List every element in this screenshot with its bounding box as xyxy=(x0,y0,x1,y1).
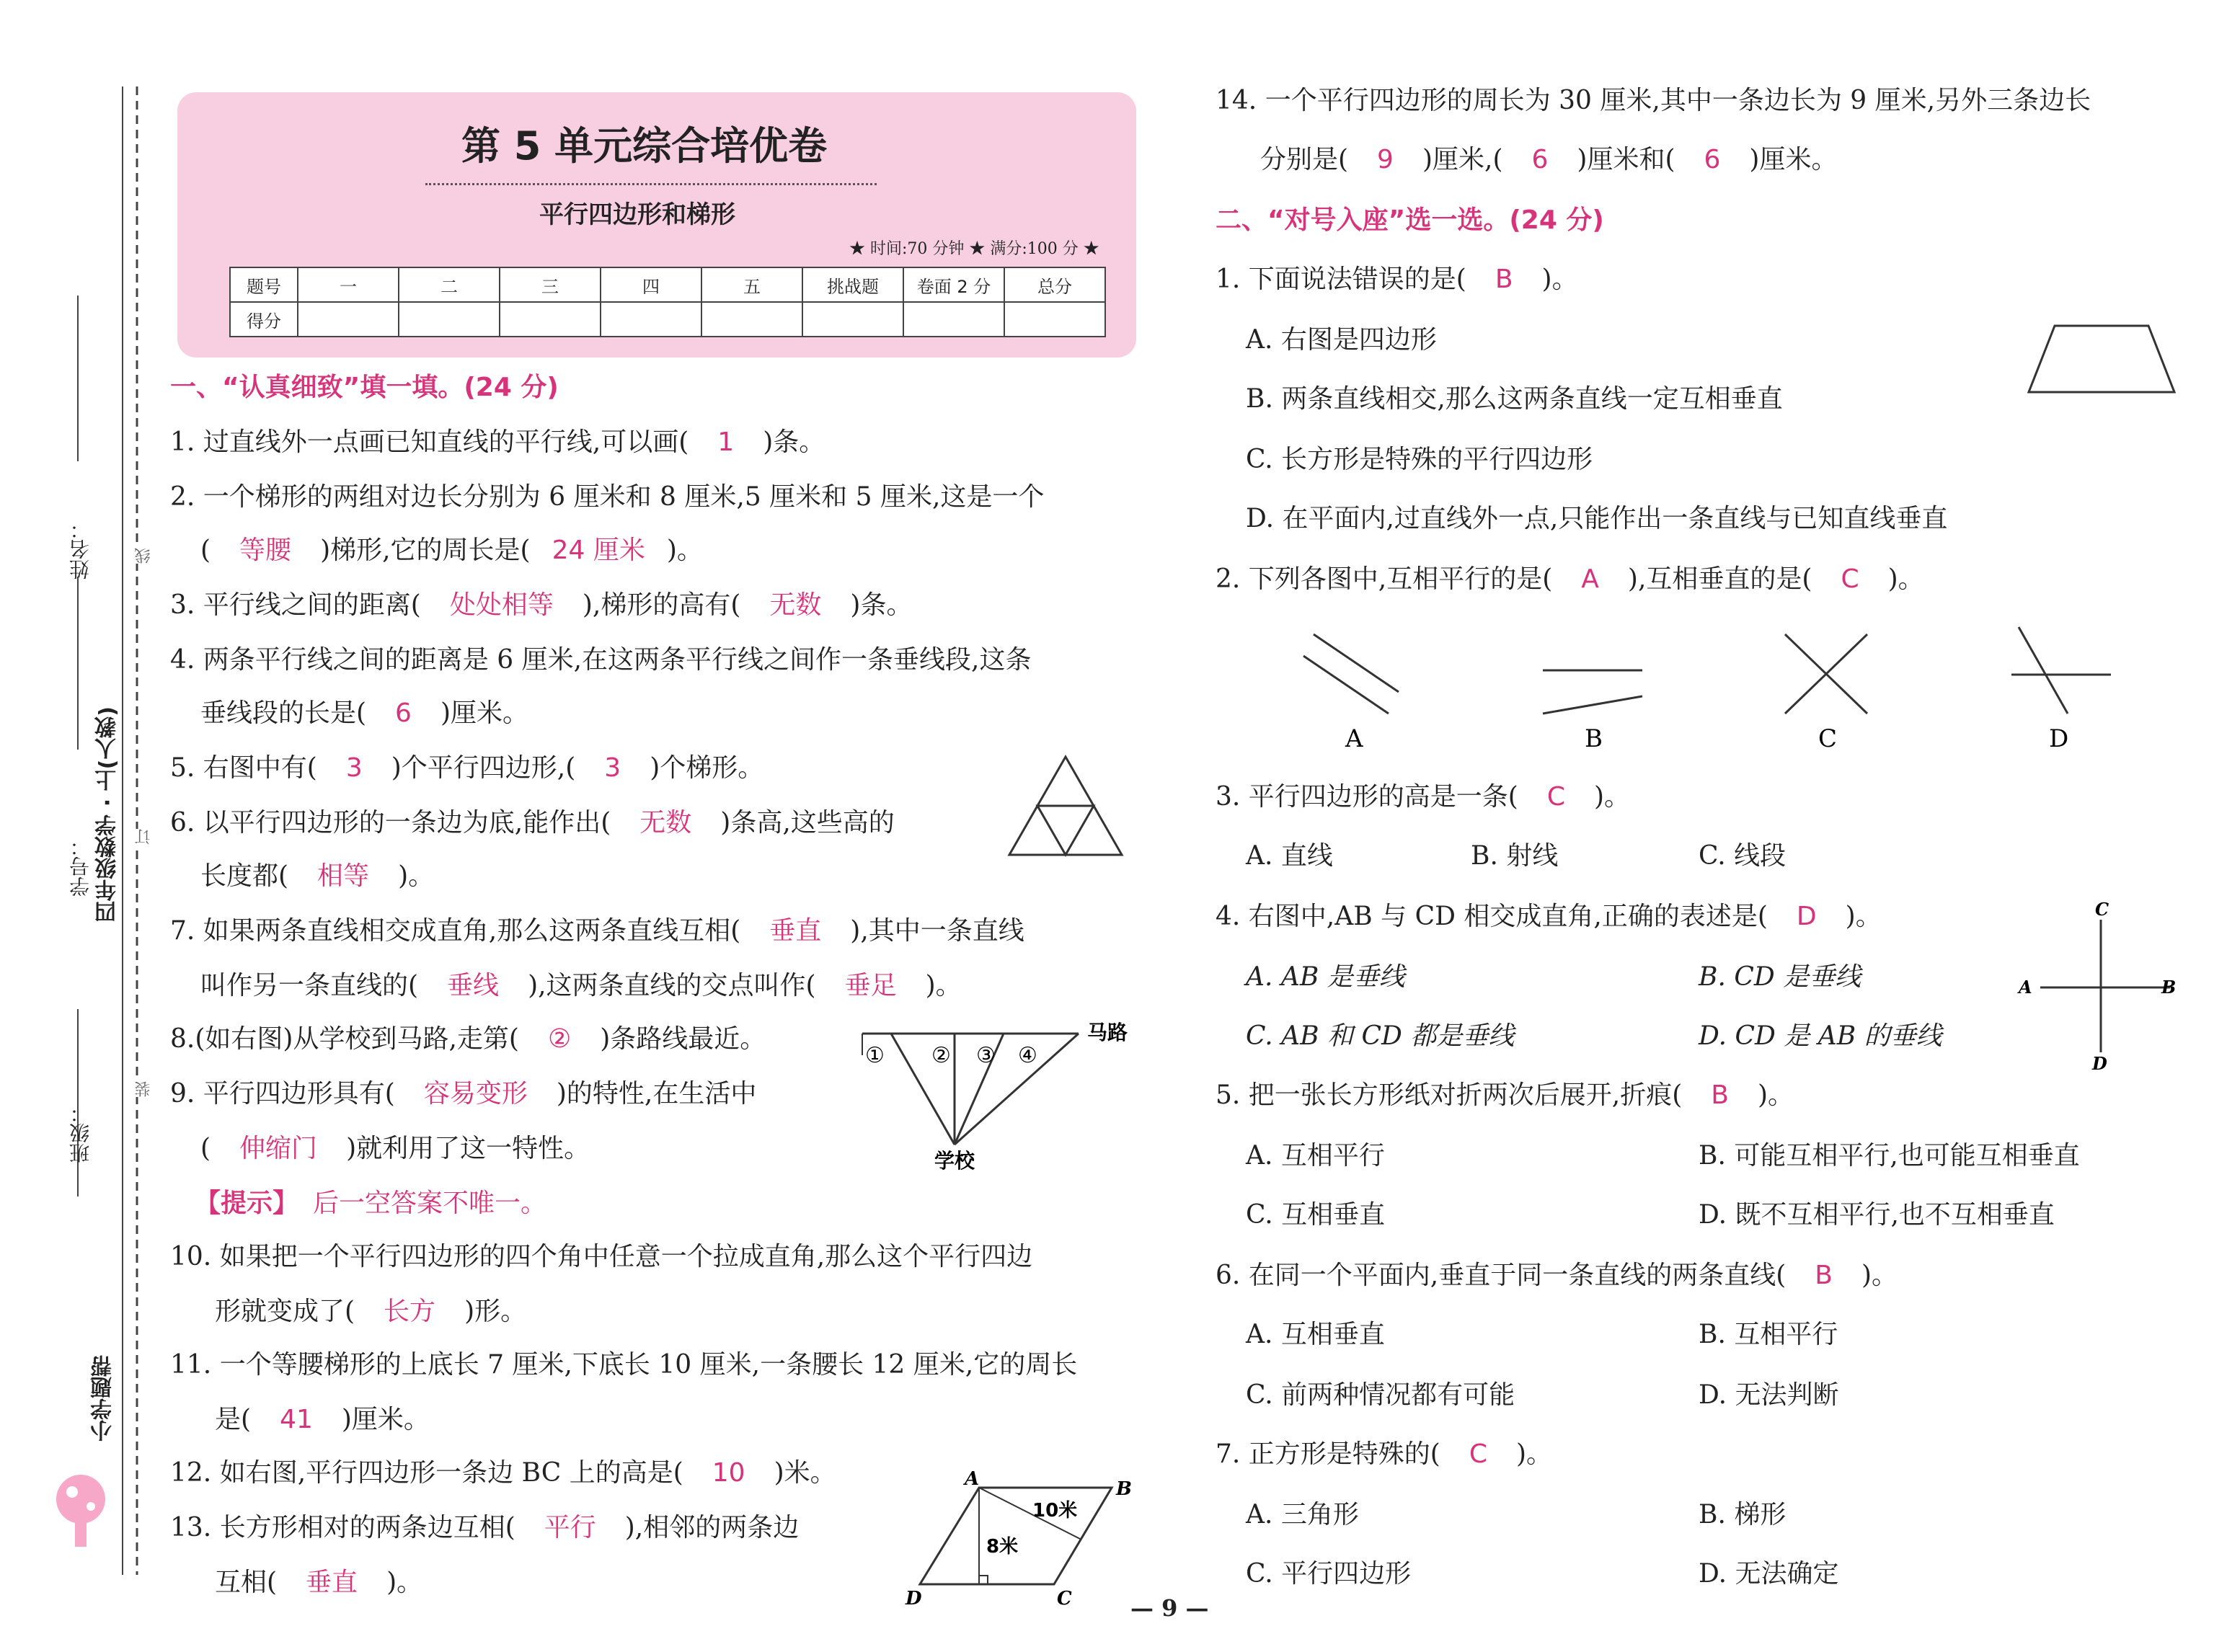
score-cell[interactable] xyxy=(500,302,601,337)
route-1-label: ① xyxy=(865,1043,885,1068)
question-8: 8.(如右图)从学校到马路,走第( ② )条路线最近。 xyxy=(170,1024,766,1054)
choice-7-option-a: A. 三角形 xyxy=(1246,1500,1359,1529)
score-header-cell: 卷面 2 分 xyxy=(903,267,1004,302)
question-9-line-2: ( 伸缩门 )就利用了这一特性。 xyxy=(200,1134,590,1163)
score-header-cell: 题号 xyxy=(230,267,298,302)
choice-4-option-c: C. AB 和 CD 都是垂线 xyxy=(1246,1021,1515,1051)
pair-d-label: D xyxy=(2049,724,2069,753)
choice-5-option-b: B. 可能互相平行,也可能互相垂直 xyxy=(1699,1141,2080,1171)
vertex-a-label: A xyxy=(965,1468,980,1490)
question-1: 1. 过直线外一点画已知直线的平行线,可以画( 1 )条。 xyxy=(170,427,825,457)
question-11-line-1: 11. 一个等腰梯形的上底长 7 厘米,下底长 10 厘米,一条腰长 12 厘米,它的周长 xyxy=(170,1350,1078,1380)
score-header-cell: 二 xyxy=(399,267,500,302)
road-school-figure xyxy=(862,1021,1165,1173)
choice-5-option-d: D. 既不互相平行,也不互相垂直 xyxy=(1699,1200,2055,1230)
score-cell[interactable] xyxy=(298,302,399,337)
choice-3-option-a: A. 直线 xyxy=(1246,841,1333,871)
score-cell[interactable] xyxy=(903,302,1004,337)
vertex-b-label: B xyxy=(1116,1478,1132,1500)
point-c-label: C xyxy=(2095,899,2109,920)
route-3-label: ③ xyxy=(976,1043,996,1068)
choice-7: 7. 正方形是特殊的( C )。 xyxy=(1216,1439,1553,1469)
question-14-line-2: 分别是( 9 )厘米,( 6 )厘米和( 6 )厘米。 xyxy=(1260,145,1838,174)
perpendicular-figure xyxy=(2011,901,2177,1074)
question-6-line-1: 6. 以平行四边形的一条边为底,能作出( 无数 )条高,这些高的 xyxy=(170,808,895,838)
school-label: 学校 xyxy=(934,1149,975,1173)
pair-a-label: A xyxy=(1345,724,1363,753)
pair-b-label: B xyxy=(1585,724,1603,753)
question-11-line-2: 是( 41 )厘米。 xyxy=(215,1405,430,1434)
question-6-line-2: 长度都( 相等 )。 xyxy=(200,861,435,891)
score-cell[interactable] xyxy=(399,302,500,337)
choice-4-option-d: D. CD 是 AB 的垂线 xyxy=(1699,1021,1942,1051)
score-table xyxy=(229,267,1106,337)
choice-1: 1. 下面说法错误的是( B )。 xyxy=(1216,265,1578,294)
question-4-line-1: 4. 两条平行线之间的距离是 6 厘米,在这两条平行线之间作一条垂线段,这条 xyxy=(170,645,1032,675)
route-2-label: ② xyxy=(931,1043,951,1068)
score-cell[interactable] xyxy=(701,302,802,337)
height-8m-label: 8米 xyxy=(986,1536,1019,1558)
choice-6-option-b: B. 互相平行 xyxy=(1699,1320,1838,1349)
vertex-c-label: C xyxy=(1057,1588,1072,1609)
parallelogram-figure xyxy=(906,1468,1141,1609)
question-7-line-2: 叫作另一条直线的( 垂线 ),这两条直线的交点叫作( 垂足 )。 xyxy=(200,971,962,1000)
choice-6-option-d: D. 无法判断 xyxy=(1699,1380,1839,1410)
class-label: 班级： xyxy=(68,1103,92,1163)
score-header-cell: 总分 xyxy=(1004,267,1105,302)
score-header-cell: 三 xyxy=(500,267,601,302)
score-cell[interactable] xyxy=(802,302,903,337)
triangle-figure xyxy=(1008,755,1123,856)
choice-6-option-a: A. 互相垂直 xyxy=(1246,1320,1385,1349)
question-10-line-1: 10. 如果把一个平行四边形的四个角中任意一个拉成直角,那么这个平行四边 xyxy=(170,1242,1033,1271)
choice-6-option-c: C. 前两种情况都有可能 xyxy=(1246,1380,1515,1410)
question-5: 5. 右图中有( 3 )个平行四边形,( 3 )个梯形。 xyxy=(170,753,764,783)
trapezoid-figure xyxy=(2026,323,2177,395)
choice-4: 4. 右图中,AB 与 CD 相交成直角,正确的表述是( D )。 xyxy=(1216,902,1882,931)
question-2-line-1: 2. 一个梯形的两组对边长分别为 6 厘米和 8 厘米,5 厘米和 5 厘米,这是一个 xyxy=(170,482,1045,512)
choice-3: 3. 平行四边形的高是一条( C )。 xyxy=(1216,782,1631,812)
choice-3-option-c: C. 线段 xyxy=(1699,841,1787,871)
grade-label: 四年级数学 · 上(人教) xyxy=(95,706,120,923)
binding-mark-1: 线 xyxy=(133,548,155,564)
choice-1-option-d: D. 在平面内,过直线外一点,只能作出一条直线与已知直线垂直 xyxy=(1246,504,1948,533)
question-2-line-2: ( 等腰 )梯形,它的周长是( 24 厘米 )。 xyxy=(200,536,703,565)
hint: 【提示】 后一空答案不唯一。 xyxy=(195,1189,547,1218)
score-header-cell: 四 xyxy=(601,267,701,302)
point-a-label: A xyxy=(2019,977,2032,998)
question-9-line-1: 9. 平行四边形具有( 容易变形 )的特性,在生活中 xyxy=(170,1079,757,1109)
choice-7-option-d: D. 无法确定 xyxy=(1699,1559,1839,1589)
student-id-label: 学号： xyxy=(68,836,92,897)
choice-4-option-a: A. AB 是垂线 xyxy=(1246,962,1405,992)
name-label: 姓名： xyxy=(68,519,92,579)
question-3: 3. 平行线之间的距离( 处处相等 ),梯形的高有( 无数 )条。 xyxy=(170,590,913,620)
choice-6: 6. 在同一个平面内,垂直于同一条直线的两条直线( B )。 xyxy=(1216,1261,1898,1290)
point-b-label: B xyxy=(2161,977,2177,998)
exam-meta: ★ 时间:70 分钟 ★ 满分:100 分 ★ xyxy=(849,240,1099,258)
line-pairs-figure xyxy=(1298,620,2163,764)
road-label: 马路 xyxy=(1087,1021,1128,1044)
question-4-line-2: 垂线段的长是( 6 )厘米。 xyxy=(200,698,528,728)
question-12: 12. 如右图,平行四边形一条边 BC 上的高是( 10 )米。 xyxy=(170,1458,836,1488)
exam-title: 第 5 单元综合培优卷 xyxy=(461,123,828,169)
height-10m-label: 10米 xyxy=(1032,1500,1078,1522)
choice-1-option-c: C. 长方形是特殊的平行四边形 xyxy=(1246,445,1593,474)
question-13-line-2: 互相( 垂直 )。 xyxy=(215,1568,423,1597)
title-divider xyxy=(425,183,877,185)
choice-5-option-c: C. 互相垂直 xyxy=(1246,1200,1386,1230)
choice-2: 2. 下列各图中,互相平行的是( A ),互相垂直的是( C )。 xyxy=(1216,564,1924,594)
binding-mark-3: 装 xyxy=(133,1081,155,1097)
section-2-heading: 二、“对号入座”选一选。(24 分) xyxy=(1216,205,1604,235)
choice-5: 5. 把一张长方形纸对折两次后展开,折痕( B )。 xyxy=(1216,1080,1794,1110)
score-header-cell: 挑战题 xyxy=(802,267,903,302)
score-header-cell: 五 xyxy=(701,267,802,302)
score-cell[interactable] xyxy=(601,302,701,337)
route-4-label: ④ xyxy=(1018,1043,1037,1068)
question-13-line-1: 13. 长方形相对的两条边互相( 平行 ),相邻的两条边 xyxy=(170,1513,800,1542)
point-d-label: D xyxy=(2092,1053,2107,1074)
vertex-d-label: D xyxy=(906,1588,922,1609)
score-row-label: 得分 xyxy=(230,302,298,337)
score-header-cell: 一 xyxy=(298,267,399,302)
pair-c-label: C xyxy=(1818,724,1838,753)
binding-mark-2: 订 xyxy=(133,829,155,845)
brand-label: 小学题帮 xyxy=(91,1355,116,1442)
choice-4-option-b: B. CD 是垂线 xyxy=(1699,962,1861,992)
question-7-line-1: 7. 如果两条直线相交成直角,那么这两条直线互相( 垂直 ),其中一条直线 xyxy=(170,916,1024,946)
section-1-heading: 一、“认真细致”填一填。(24 分) xyxy=(170,373,559,402)
question-14-line-1: 14. 一个平行四边形的周长为 30 厘米,其中一条边长为 9 厘米,另外三条边长 xyxy=(1216,86,2091,115)
page-number: — 9 — xyxy=(1130,1594,1209,1622)
choice-7-option-b: B. 梯形 xyxy=(1699,1500,1787,1529)
score-cell[interactable] xyxy=(1004,302,1105,337)
choice-3-option-b: B. 射线 xyxy=(1471,841,1559,871)
question-10-line-2: 形就变成了( 长方 )形。 xyxy=(215,1297,527,1326)
choice-1-option-a: A. 右图是四边形 xyxy=(1246,325,1437,355)
choice-7-option-c: C. 平行四边形 xyxy=(1246,1559,1412,1589)
choice-5-option-a: A. 互相平行 xyxy=(1246,1141,1385,1171)
exam-subtitle: 平行四边形和梯形 xyxy=(539,200,735,229)
choice-1-option-b: B. 两条直线相交,那么这两条直线一定互相垂直 xyxy=(1246,384,1783,414)
